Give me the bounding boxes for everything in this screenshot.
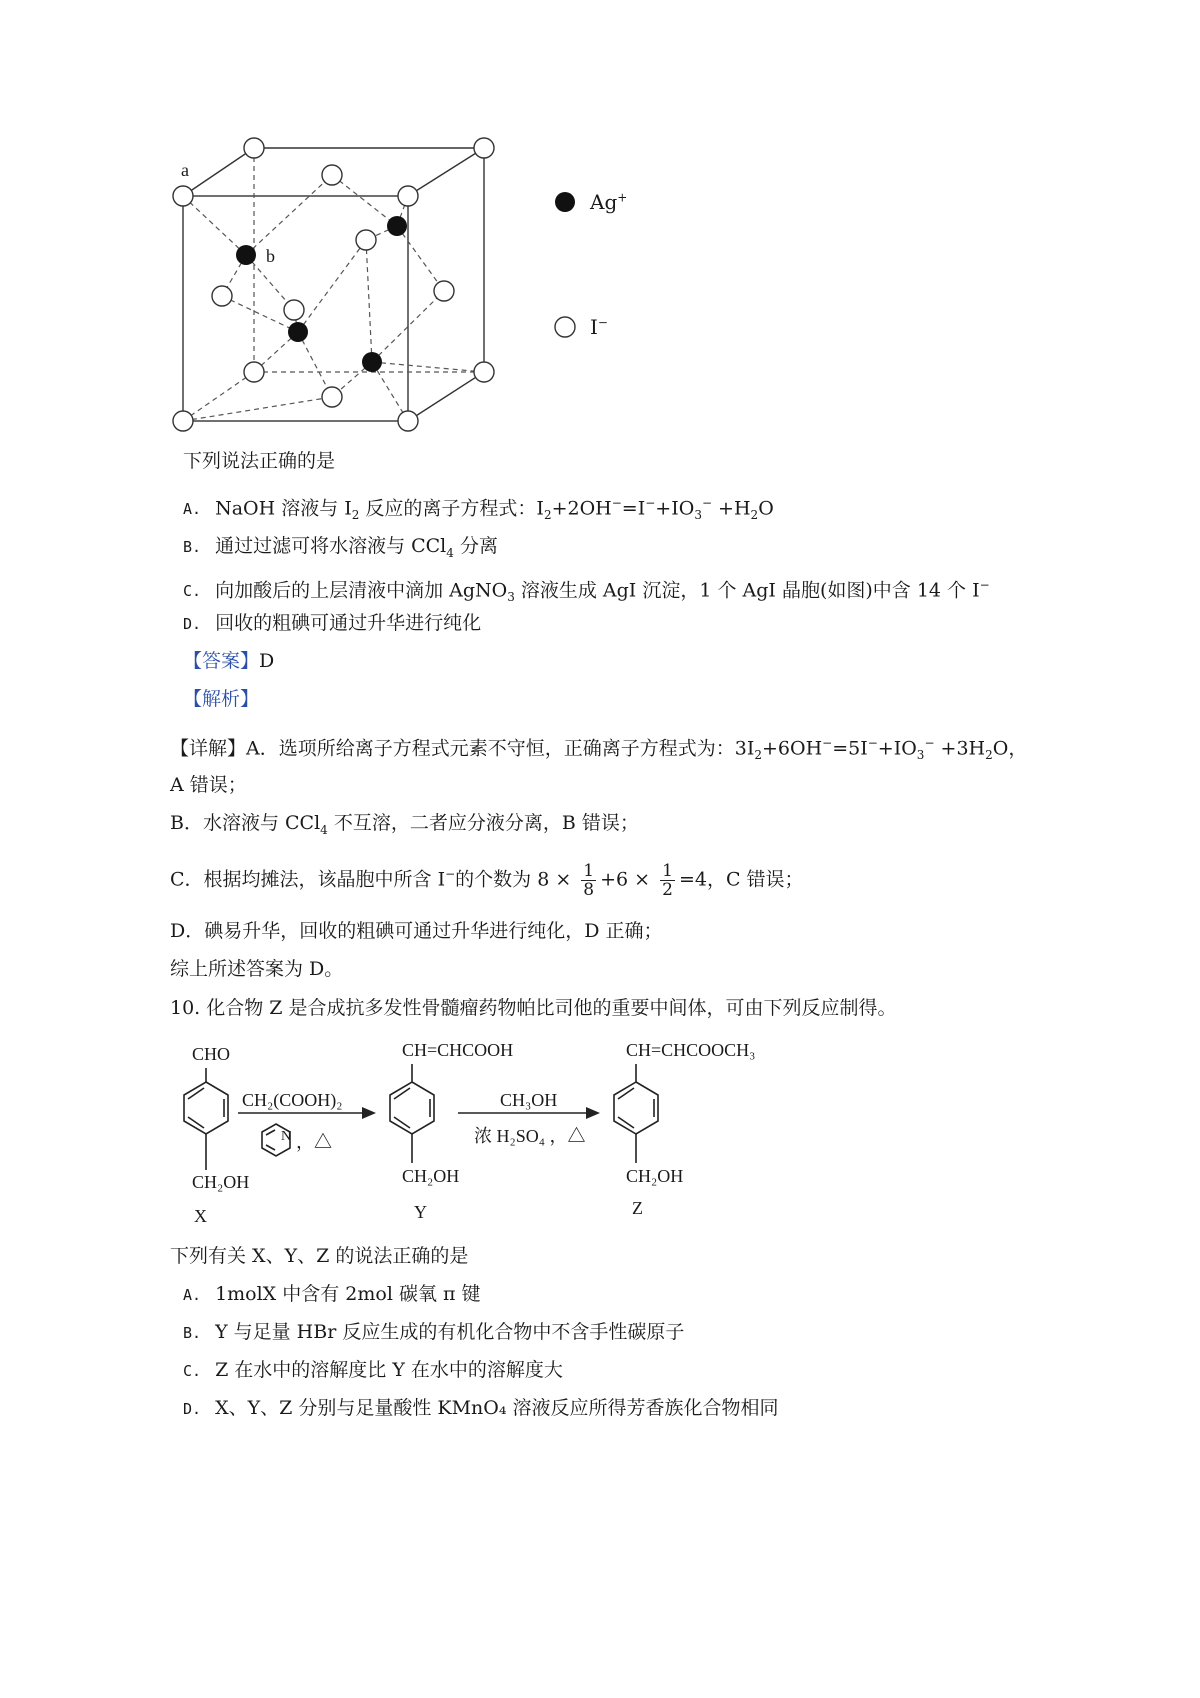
legend-iodide-symbol — [555, 317, 575, 337]
legend-iodide-label: I− — [590, 315, 608, 339]
z-ch2oh-group: CH₂OH — [626, 1166, 684, 1186]
atom-label-b: b — [266, 246, 275, 266]
pyridine-nitrogen: N — [281, 1129, 292, 1144]
q9-option-d: D. 回收的粗碘可通过升华进行纯化 — [183, 612, 482, 634]
q10-option-a: A. 1molX 中含有 2mol 碳氧 π 键 — [183, 1283, 481, 1305]
z-ester-group: CH=CHCOOCH₃ — [626, 1040, 756, 1060]
iodide-ion — [474, 138, 494, 158]
x-ch2oh-group: CH₂OH — [192, 1172, 250, 1192]
benzene-ring-y — [390, 1082, 434, 1134]
q9-answer: 【答案】D — [183, 650, 275, 672]
y-ch2oh-group: CH₂OH — [402, 1166, 460, 1186]
q10-stem: 10. 化合物 Z 是合成抗多发性骨髓瘤药物帕比司他的重要中间体，可由下列反应制得。 — [170, 997, 897, 1019]
arrow-2-condition: 浓 H₂SO₄ ，△ — [474, 1126, 586, 1146]
iodide-ion — [398, 186, 418, 206]
q9-option-c: C. 向加酸后的上层清液中滴加 AgNO$_3$ 溶液生成 AgI 沉淀，1 个 AgI 晶胞(如图)中含 14 个 I− — [183, 578, 990, 605]
q9-option-b: B. 通过过滤可将水溶液与 CCl$_4$ 分离 — [183, 535, 498, 560]
iodide-ion — [356, 230, 376, 250]
compound-z-label: Z — [632, 1198, 643, 1218]
arrow-1-head — [362, 1107, 376, 1119]
compound-y-label: Y — [414, 1202, 427, 1222]
q9-detail-c: C．根据均摊法，该晶胞中所含 I−的个数为 8 × $\frac{1}{8}$ +6 × $\frac{1}{2}$ =4，C 错误； — [170, 860, 804, 900]
legend-silver-label: Ag+ — [590, 190, 628, 214]
silver-ion — [387, 216, 407, 236]
fraction-one-eighth: $\frac{1}{8}$ — [583, 860, 595, 900]
silver-ion — [362, 352, 382, 372]
q9-detail-a2: A 错误； — [170, 774, 247, 796]
iodide-ion — [284, 300, 304, 320]
q9-summary: 综上所述答案为 D。 — [170, 958, 344, 980]
x-cho-group: CHO — [192, 1044, 231, 1064]
arrow-2-reagent: CH₃OH — [500, 1090, 558, 1110]
iodide-ion — [398, 411, 418, 431]
q9-option-a: A. NaOH 溶液与 $I_2$ 反应的离子方程式：$I_2+2OH^-=I^-+IO_3^- +H_2O$ — [183, 496, 774, 523]
iodide-ion — [173, 411, 193, 431]
agi-unit-cell-diagram — [170, 130, 690, 440]
benzene-ring-z — [614, 1082, 658, 1134]
iodide-ion — [322, 165, 342, 185]
q10-option-b: B. Y 与足量 HBr 反应生成的有机化合物中不含手性碳原子 — [183, 1321, 685, 1343]
silver-ion — [288, 322, 308, 342]
compound-x-label: X — [194, 1206, 207, 1226]
q9-analysis-tag: 【解析】 — [183, 688, 260, 710]
iodide-ion — [474, 362, 494, 382]
q9-detail-b: B．水溶液与 CCl$_4$ 不互溶，二者应分液分离，B 错误； — [170, 812, 639, 837]
y-acrylic-group: CH=CHCOOH — [402, 1040, 514, 1060]
q9-detail-a: 【详解】A．选项所给离子方程式元素不守恒，正确离子方程式为：$3I_2+6OH^-=5I^-+IO_3^- +3H_2O$， — [170, 736, 1028, 763]
q10-option-c: C. Z 在水中的溶解度比 Y 在水中的溶解度大 — [183, 1359, 563, 1381]
iodide-ion — [244, 138, 264, 158]
arrow-1-condition: ，△ — [296, 1132, 332, 1152]
legend-silver-symbol — [555, 192, 575, 212]
q10-question: 下列有关 X、Y、Z 的说法正确的是 — [170, 1245, 469, 1267]
benzene-ring-x — [184, 1082, 228, 1134]
iodide-ion — [322, 387, 342, 407]
fraction-one-half: $\frac{1}{2}$ — [662, 860, 673, 900]
q10-option-d: D. X、Y、Z 分别与足量酸性 KMnO₄ 溶液反应所得芳香族化合物相同 — [183, 1397, 779, 1419]
arrow-1-reagent: CH₂(COOH)₂ — [242, 1090, 343, 1110]
iodide-ion — [173, 186, 193, 206]
iodide-ion — [212, 286, 232, 306]
q9-detail-d: D．碘易升华，回收的粗碘可通过升华进行纯化，D 正确； — [170, 920, 663, 942]
arrow-2-head — [586, 1107, 600, 1119]
atom-label-a: a — [181, 160, 189, 180]
iodide-ion — [244, 362, 264, 382]
iodide-ion — [434, 281, 454, 301]
silver-ion — [236, 245, 256, 265]
q9-stem: 下列说法正确的是 — [183, 450, 336, 472]
